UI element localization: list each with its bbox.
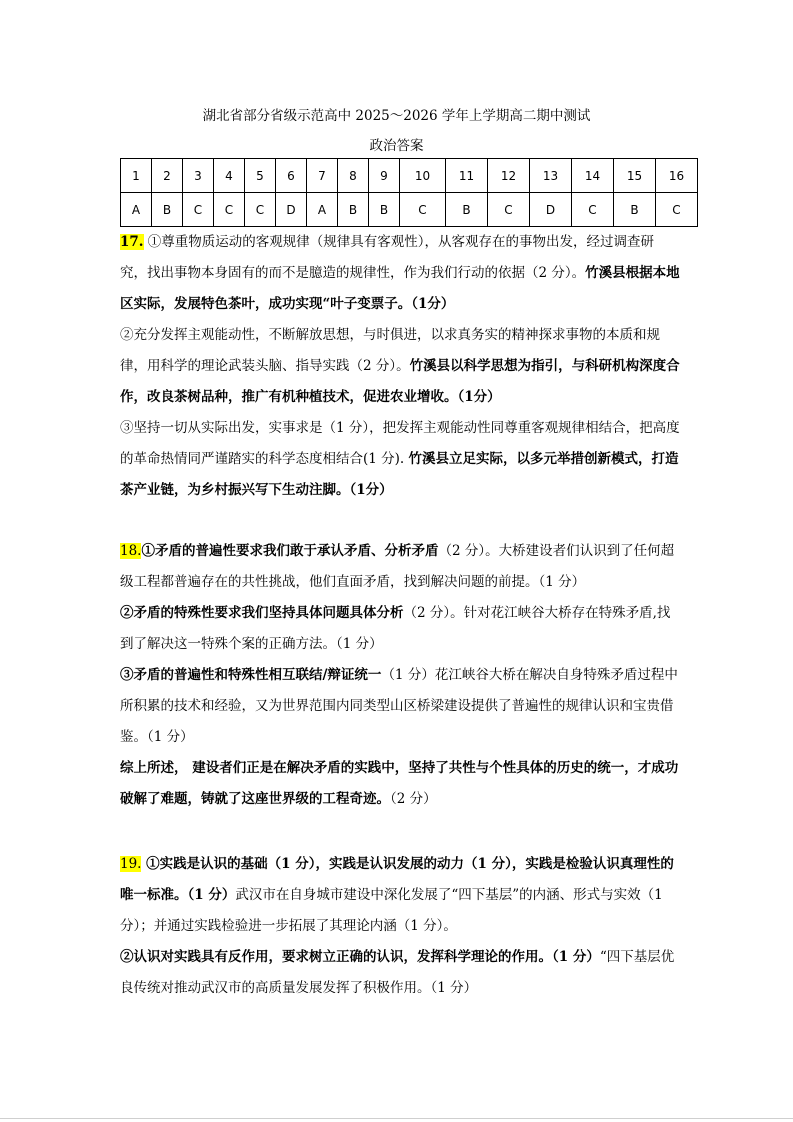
answer-cell: B (614, 193, 656, 227)
q18-point-1-theory: ①矛盾的普遍性要求我们敢于承认矛盾、分析矛盾 (141, 543, 439, 559)
q18-point-1 (120, 536, 680, 598)
q18-point-2-text: （2 分）。针对花江峡谷大桥存在特殊矛盾,找到了解决这一特殊个案的正确方法。（1 分） (120, 605, 671, 652)
answer-cell: C (245, 193, 276, 227)
answer-table-answer-row (121, 193, 698, 227)
q18-summary-score: （2 分） (390, 791, 437, 807)
question-number: 12 (488, 159, 530, 193)
answer-cell: B (446, 193, 488, 227)
question-17-answer (120, 227, 680, 506)
q17-point-3-text: ③坚持一切从实际出发，实事求是（1 分），把发挥主观能动性同尊重客观规律相结合，把高度的革命热情同严谨踏实的科学态度相结合(1 分). (120, 420, 680, 467)
q17-point-2-material: 竹溪县以科学思想为指引，与科研机构深度合作，改良茶树品种，推广有机种植技术，促进农业增收。（1分） (120, 358, 680, 405)
q19-point-2-theory: ②认识对实践具有反作用，要求树立正确的认识，发挥科学理论的作用。（1 分） (120, 949, 600, 965)
q18-number: 18. (120, 543, 142, 559)
question-number: 2 (152, 159, 183, 193)
q18-point-2 (120, 598, 680, 660)
q17-number: 17. (120, 234, 144, 250)
document-subtitle: 政治答案 (369, 138, 424, 154)
answer-cell: C (572, 193, 614, 227)
q17-point-1-material: 竹溪县根据本地区实际，发展特色茶叶，成功实现“叶子变票子。（1分） (120, 265, 680, 312)
answer-cell: B (338, 193, 369, 227)
q19-point-2 (120, 942, 680, 1004)
answer-table (120, 158, 698, 227)
q18-point-2-theory: ②矛盾的特殊性要求我们坚持具体问题具体分析 (120, 605, 404, 621)
q18-point-3-text: （1 分）花江峡谷大桥在解决自身特殊矛盾过程中所积累的技术和经验，又为世界范围内同类型山区桥梁建设提供了普遍性的规律认识和宝贵借鉴。（1 分） (120, 667, 678, 745)
q18-point-1-text: （2 分）。大桥建设者们认识到了任何超级工程都普遍存在的共性挑战，他们直面矛盾，找到解决问题的前提。（1 分） (120, 543, 675, 590)
answer-cell: D (276, 193, 307, 227)
answer-cell: C (183, 193, 214, 227)
q18-point-3-theory: ③矛盾的普遍性和特殊性相互联结/辩证统一 (120, 667, 382, 683)
q17-point-3-material: 竹溪县立足实际，以多元举措创新模式，打造茶产业链，为乡村振兴写下生动注脚。（1分） (120, 451, 679, 498)
answer-cell: D (530, 193, 572, 227)
q17-point-2-text: ②充分发挥主观能动性，不断解放思想，与时俱进，以求真务实的精神探求事物的本质和规律，用科学的理论武装头脑、指导实践（2 分）。 (120, 327, 660, 374)
page-bottom-divider (0, 1118, 793, 1119)
answer-cell: B (369, 193, 400, 227)
question-number: 8 (338, 159, 369, 193)
q19-point-1-theory: ①实践是认识的基础（1 分），实践是认识发展的动力（1 分），实践是检验认识真理性的唯一标准。（1 分） (120, 856, 674, 903)
q18-summary (120, 753, 680, 815)
document-title: 湖北省部分省级示范高中 2025～2026 学年上学期高二期中测试 (202, 108, 591, 124)
q19-point-1 (120, 849, 680, 942)
question-number: 3 (183, 159, 214, 193)
answer-cell: C (400, 193, 446, 227)
question-number: 13 (530, 159, 572, 193)
question-number: 9 (369, 159, 400, 193)
q19-point-2-text: “四下基层优良传统对推动武汉市的高质量发展发挥了积极作用。（1 分） (120, 949, 675, 996)
question-number: 1 (121, 159, 152, 193)
answer-cell: C (488, 193, 530, 227)
question-18-answer (120, 536, 680, 815)
question-number: 15 (614, 159, 656, 193)
q17-point-1 (120, 227, 680, 320)
answer-cell: A (307, 193, 338, 227)
q18-summary-text: 综上所述， 建设者们正是在解决矛盾的实践中，坚持了共性与个性具体的历史的统一，才成功破解了难题，铸就了这座世界级的工程奇迹。 (120, 760, 679, 807)
answer-cell: A (121, 193, 152, 227)
answer-cell: C (214, 193, 245, 227)
q18-point-3 (120, 660, 680, 753)
question-number: 10 (400, 159, 446, 193)
question-number: 11 (446, 159, 488, 193)
q19-point-1-text: 武汉市在自身城市建设中深化发展了“四下基层”的内涵、形式与实效（1 分）；并通过实践检验进一步拓展了其理论内涵（1 分）。 (120, 887, 663, 934)
q17-point-2 (120, 320, 680, 413)
question-number: 7 (307, 159, 338, 193)
question-19-answer (120, 849, 680, 1004)
question-number: 6 (276, 159, 307, 193)
q19-number: 19. (120, 856, 142, 872)
question-number: 4 (214, 159, 245, 193)
answer-table-number-row (121, 159, 698, 193)
answer-cell: B (152, 193, 183, 227)
answer-cell: C (656, 193, 698, 227)
question-number: 16 (656, 159, 698, 193)
question-number: 5 (245, 159, 276, 193)
q17-point-3 (120, 413, 680, 506)
question-number: 14 (572, 159, 614, 193)
q17-point-1-text: ①尊重物质运动的客观规律（规律具有客观性），从客观存在的事物出发，经过调查研究，找出事物本身固有的而不是臆造的规律性，作为我们行动的依据（2 分）。 (120, 234, 655, 281)
